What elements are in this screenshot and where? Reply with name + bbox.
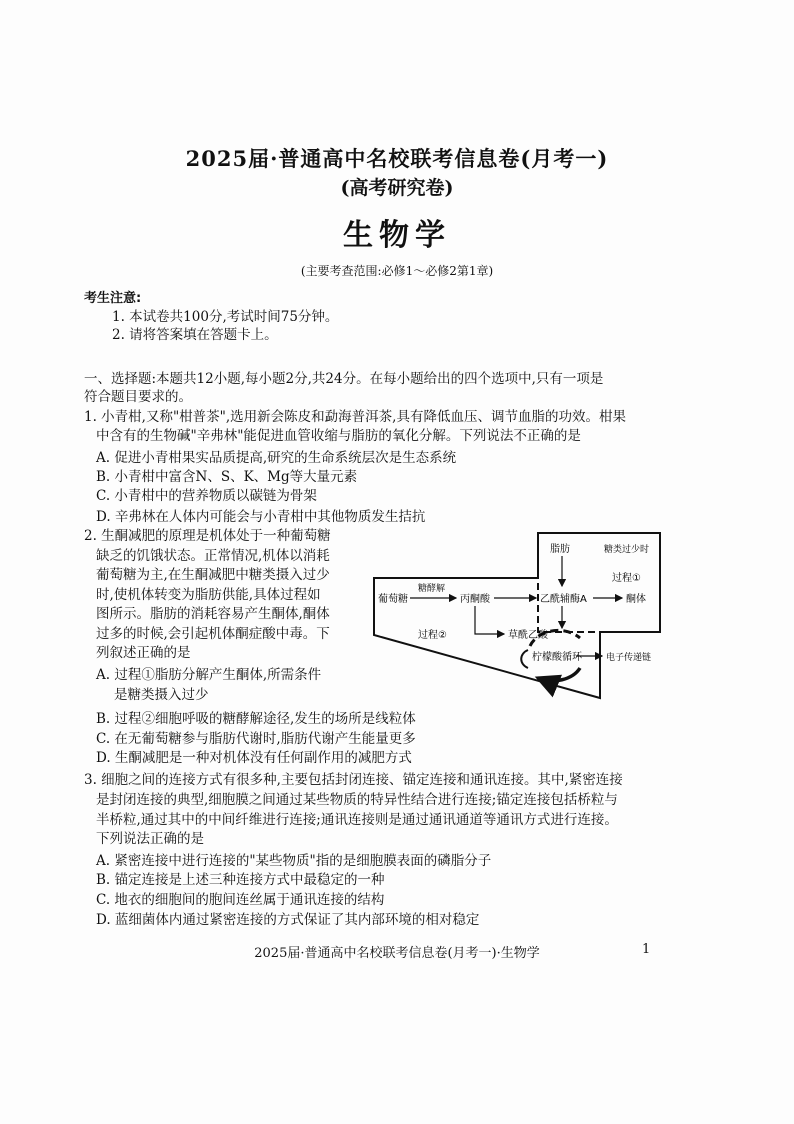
label-oxaloacetate: 草酰乙酸 bbox=[508, 630, 548, 641]
exam-subtitle: (高考研究卷) bbox=[340, 177, 454, 199]
label-low-carb: 糖类过少时 bbox=[604, 545, 650, 555]
label-process-1: 过程① bbox=[612, 573, 641, 584]
q2-stem: 图所示。脂肪的消耗容易产生酮体,酮体 bbox=[96, 606, 330, 622]
page-footer: 2025届·普通高中名校联考信息卷(月考一)·生物学 bbox=[254, 946, 540, 961]
notice-heading: 考生注意: bbox=[84, 291, 142, 306]
q2-stem: 过多的时候,会引起机体酮症酸中毒。下 bbox=[96, 626, 330, 642]
q1-option-d: D. 辛弗林在人体内可能会与小青柑中其他物质发生拮抗 bbox=[96, 509, 426, 525]
exam-scope: (主要考查范围:必修1～必修2第1章) bbox=[300, 264, 494, 278]
label-fat: 脂肪 bbox=[550, 544, 570, 555]
q1-stem: 1. 小青柑,又称"柑普茶",选用新会陈皮和勐海普洱茶,具有降低血压、调节血脂的功效。柑果 bbox=[84, 409, 626, 425]
label-pyruvate: 丙酮酸 bbox=[460, 594, 490, 605]
q3-stem: 半桥粒,通过其中的中间纤维进行连接;通讯连接则是通过通讯通道等通讯方式进行连接。 bbox=[96, 812, 618, 828]
label-acetyl-coa: 乙酰辅酶A bbox=[540, 594, 587, 605]
notice-item: 1. 本试卷共100分,考试时间75分钟。 bbox=[112, 309, 339, 325]
q3-stem: 下列说法正确的是 bbox=[96, 831, 204, 847]
label-citric-acid-cycle: 柠檬酸循环 bbox=[532, 652, 582, 663]
q2-option-a: A. 过程①脂肪分解产生酮体,所需条件 bbox=[96, 667, 322, 683]
section-heading-cont: 符合题目要求的。 bbox=[84, 389, 192, 405]
label-process-2: 过程② bbox=[418, 630, 447, 641]
q3-option-a: A. 紧密连接中进行连接的"某些物质"指的是细胞膜表面的磷脂分子 bbox=[96, 853, 492, 869]
q1-option-a: A. 促进小青柑果实品质提高,研究的生命系统层次是生态系统 bbox=[96, 450, 457, 466]
q2-option-b: B. 过程②细胞呼吸的糖酵解途径,发生的场所是线粒体 bbox=[96, 711, 416, 727]
q1-option-b: B. 小青柑中富含N、S、K、Mg等大量元素 bbox=[96, 469, 358, 485]
q3-option-b: B. 锚定连接是上述三种连接方式中最稳定的一种 bbox=[96, 872, 385, 888]
ketogenic-metabolism-diagram bbox=[368, 528, 668, 710]
q1-stem: 中含有的生物碱"辛弗林"能促进血管收缩与脂肪的氧化分解。下列说法不正确的是 bbox=[96, 428, 581, 444]
section-heading: 一、选择题:本题共12小题,每小题2分,共24分。在每小题给出的四个选项中,只有一项是 bbox=[84, 371, 604, 387]
q1-option-c: C. 小青柑中的营养物质以碳链为骨架 bbox=[96, 488, 317, 504]
q2-option-d: D. 生酮减肥是一种对机体没有任何副作用的减肥方式 bbox=[96, 750, 412, 766]
notice-item: 2. 请将答案填在答题卡上。 bbox=[112, 327, 278, 343]
q2-stem: 列叙述正确的是 bbox=[96, 645, 191, 661]
q2-option-a-cont: 是糖类摄入过少 bbox=[114, 687, 209, 703]
q2-option-c: C. 在无葡萄糖参与脂肪代谢时,脂肪代谢产生能量更多 bbox=[96, 731, 416, 747]
label-ketone: 酮体 bbox=[626, 594, 646, 605]
q2-stem: 时,使机体转变为脂肪供能,具体过程如 bbox=[96, 587, 321, 603]
label-glycolysis: 糖酵解 bbox=[418, 584, 446, 594]
diagram-outline bbox=[374, 533, 660, 698]
exam-title: 2025届·普通高中名校联考信息卷(月考一) bbox=[185, 146, 609, 171]
subject-title: 生物学 bbox=[343, 218, 451, 253]
q3-stem: 是封闭连接的典型,细胞膜之间通过某些物质的特异性结合进行连接;锚定连接包括桥粒与 bbox=[96, 792, 618, 808]
label-electron-transport-chain: 电子传递链 bbox=[606, 653, 652, 663]
q3-option-d: D. 蓝细菌体内通过紧密连接的方式保证了其内部环境的相对稳定 bbox=[96, 912, 480, 928]
q3-stem: 3. 细胞之间的连接方式有很多种,主要包括封闭连接、锚定连接和通讯连接。其中,紧密连接 bbox=[84, 772, 623, 788]
label-glucose: 葡萄糖 bbox=[378, 594, 408, 605]
page-number: 1 bbox=[642, 942, 651, 957]
q2-stem: 缺乏的饥饿状态。正常情况,机体以消耗 bbox=[96, 548, 330, 564]
q2-stem: 2. 生酮减肥的原理是机体处于一种葡萄糖 bbox=[84, 528, 331, 544]
q2-stem: 葡萄糖为主,在生酮减肥中糖类摄入过少 bbox=[96, 567, 330, 583]
q3-option-c: C. 地衣的细胞间的胞间连丝属于通讯连接的结构 bbox=[96, 892, 385, 908]
